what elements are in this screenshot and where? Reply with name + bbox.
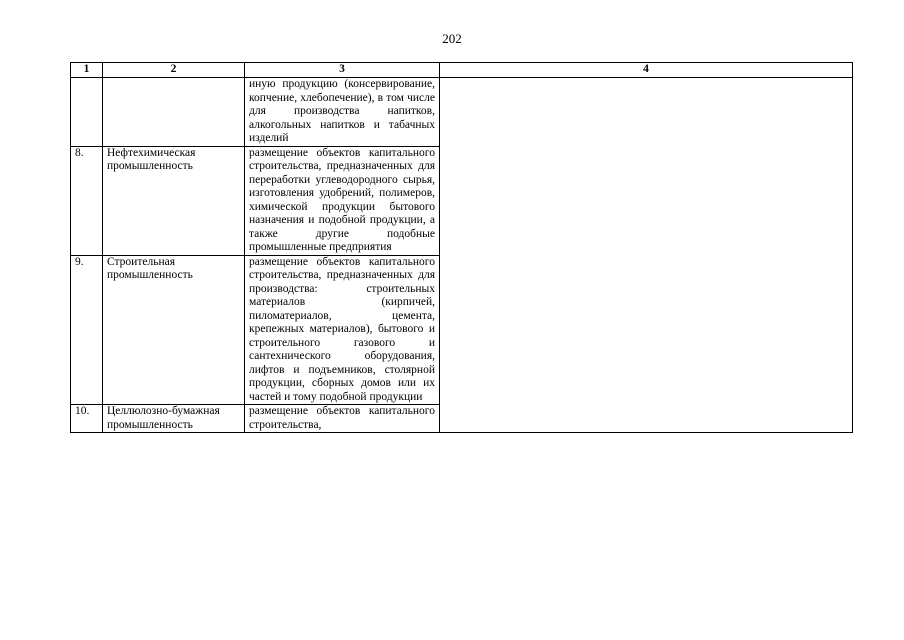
row-description: размещение объектов капитального строительства,: [245, 405, 440, 433]
row-number: [71, 78, 103, 147]
row-number: 9.: [71, 255, 103, 405]
row-description: размещение объектов капитального строительства, предназначенных для производства: строительных материалов (кирпичей, пиломатериалов, цемента, крепежных материалов), бытового и строительного газового и сантехнического оборудования, лифтов и подъемников, столярной продукции, сборных домов или их частей и тому подобной продукции: [245, 255, 440, 405]
row-number: 10.: [71, 405, 103, 433]
row-name: Строительная промышленность: [103, 255, 245, 405]
table-row: [71, 78, 853, 147]
row-name: [103, 78, 245, 147]
header-col-2: 2: [103, 63, 245, 78]
row-description: иную продукцию (консервирование, копчение, хлебопечение), в том числе для производства напитков, алкогольных напитков и табачных изделий: [245, 78, 440, 147]
row-column-4: [440, 78, 853, 433]
land-use-table: [70, 62, 853, 433]
header-col-1: 1: [71, 63, 103, 78]
header-col-4: 4: [440, 63, 853, 78]
row-name: Нефтехимическая промышленность: [103, 146, 245, 255]
page-number: 202: [442, 31, 462, 46]
header-col-3: 3: [245, 63, 440, 78]
table-header-row: [71, 63, 853, 78]
row-description: размещение объектов капитального строительства, предназначенных для переработки углеводородного сырья, изготовления удобрений, полимеров, химической продукции бытового назначения и подобной продукции, а также другие подобные промышленные предприятия: [245, 146, 440, 255]
row-name: Целлюлозно-бумажная промышленность: [103, 405, 245, 433]
row-number: 8.: [71, 146, 103, 255]
